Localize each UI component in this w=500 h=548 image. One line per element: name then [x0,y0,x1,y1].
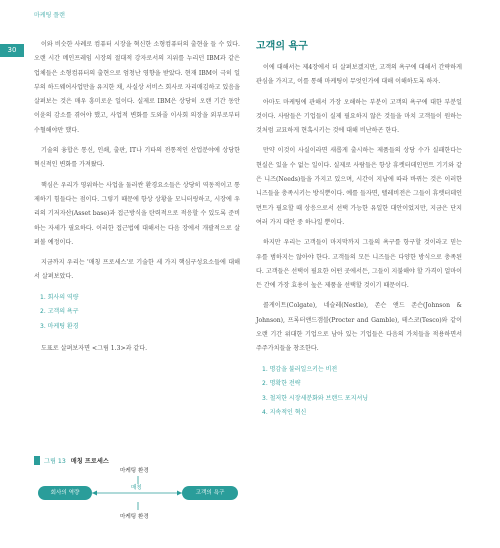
figure-caption [34,456,109,465]
body-paragraph: 아마도 마케팅에 관해서 가장 오해하는 부분이 고객의 욕구에 대한 부분일 것이다. 사람들은 기업들이 실제 필요하지 않은 것들을 마치 고객들이 원하는 것처럼 교묘하게 현혹시키는 것에 대해 비난하곤 한다. [256,98,462,135]
figure-left-box: 회사의 역량 [38,486,92,500]
page-number-tab: 30 [0,44,24,57]
matching-process-figure [34,466,242,524]
body-paragraph: 콜게이트(Colgate), 네슬레(Nestle), 존슨 앤드 존슨(Johnson & Johnson), 프록터앤드갬블(Procter and Gamble), 테스코(Tesco)와 같이 오랜 기간 위대한 기업으로 남아 있는 기업들은 다음의 가치들을 적용하면서 주주가치들을 창조한다. [256,302,462,353]
body-paragraph: 이에 대해서는 제4장에서 더 살펴보겠지만, 고객의 욕구에 대해서 간략하게 관심을 가지고, 이를 통해 마케팅이 무엇인가에 대해 이해하도록 하자. [256,64,462,86]
list-item: 1. 명감을 불러일으키는 비전 [262,365,338,373]
list-item: 4. 지속적인 혁신 [262,409,307,417]
figure-center-label: 매칭 [131,485,142,491]
values-list [256,363,462,421]
list-item: 3. 철저한 시장세분화와 브랜드 포지셔닝 [262,394,369,402]
arrow-head-left [92,491,97,496]
list-item: 3. 마케팅 환경 [40,322,79,330]
left-column [34,38,240,363]
list-item: 1. 회사의 역량 [40,293,79,301]
body-paragraph: 도표로 살펴보자면 <그림 1.3>과 같다. [41,345,148,353]
core-elements-list [34,291,240,335]
figure-badge [34,456,40,465]
body-paragraph: 이와 비슷한 사례로 컴퓨터 시장을 혁신한 소형컴퓨터의 출현을 들 수 있다. 오랜 시간 메인프레임 시장의 절대적 강자로서의 지위를 누리던 IBM과 같은 업체들은 소형컴퓨터의 출현으로 엄청난 영향을 받았다. 현재 IBM이 극히 일부의 하드웨어사업만을 유지한 채, 사실상 서비스 회사로 자리매김하고 있음을 살펴보는 것은 매우 흥미로운 일이다. 실제로 IBM은 상당히 오랜 기간 동안 이윤의 감소를 겪어야 했고, 사업적 변화를 도와줄 이사회 의장을 외부로부터 수혈해야만 했다. [34,41,240,134]
figure-title: 매칭 프로세스 [70,458,109,465]
figure-bottom-label: 마케팅 환경 [120,514,149,520]
body-paragraph: 만약 이것이 사실이라면 새롭게 출시하는 제품들의 상당 수가 실패한다는 현실은 있을 수 없는 일이다. 실제로 사람들은 항상 휴렛터데인먼트 기기와 같은 니즈(Needs)들을 가지고 있으며, 시간이 지남에 따라 바뀌는 것은 이러한 니즈들을 충족시키는 방식뿐이다. 예를 들자면, 텔레비전은 그들이 휴렛터데인먼트가 필요할 때 상응으로서 선택 가능한 유일한 대안이었지만, 지금은 단지 여러 가지 대안 중 하나일 뿐이다. [256,147,462,226]
list-item: 2. 명확한 전략 [262,380,301,388]
right-column [256,40,462,429]
body-paragraph: 지금까지 우리는 '매칭 프로세스'로 기술한 세 가지 핵심구성요소들에 대해서 살펴보았다. [34,259,240,281]
section-heading: 고객의 욕구 [256,41,308,52]
figure-right-box: 고객의 욕구 [182,486,238,500]
list-item: 2. 고객의 욕구 [40,308,79,316]
body-paragraph: 핵심은 우리가 영위하는 사업을 둘러싼 환경요소들은 상당히 역동적이고 통제하기 힘들다는 점이다. 그렇기 때문에 항상 상황을 모니터링하고, 시장에 우리의 기저자산(Asset base)과 접근방식을 탄력적으로 적응할 수 있도록 준비하는 자세가 필요하다. 이러한 접근법에 대해서는 다음 장에서 개괄적으로 살펴볼 예정이다. [34,181,240,246]
running-head: 마케팅 플랜 [34,12,65,19]
body-paragraph: 기술의 융합은 통신, 인쇄, 출판, IT나 기타의 전통적인 산업분야에 상당한 혁신적인 변화를 가져왔다. [34,147,240,169]
figure-label: 그림 13 [44,458,66,465]
figure-top-label: 마케팅 환경 [120,468,149,474]
body-paragraph: 하지만 우리는 고객들이 마지막까지 그들의 욕구를 항구할 것이라고 믿는 우를 범하지는 않아야 한다. 고객들의 모든 니즈들은 다양한 방식으로 충족된다. 고객들은 선택이 필요한 어떤 곳에서든, 그들이 지불해야 할 가격이 얼마이든 간에 가장 효용이 높은 제품을 선택할 것이기 때문이다. [256,239,462,290]
